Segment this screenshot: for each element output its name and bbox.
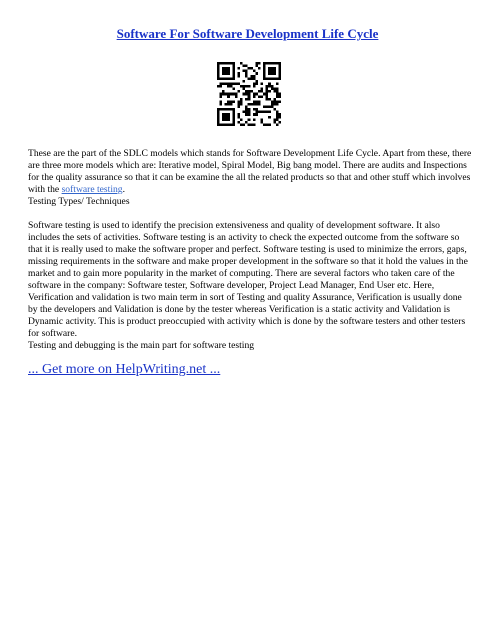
testing-paragraph: Software testing is used to identify the precision extensiveness and quality of development software. It also includes the sets of activities. Software testing is an activity to check the expected outcome from the software so that it is really used to make the software proper and perfect. Software testing is used to minimize the errors, gaps, missing requirements in the software and make proper development in the software so that it hold the values in the market and to gain more popularity in the market of computing. There are several factors who taken care of the software in the company: Software tester, Software developer, Project Lead Manager, End User etc. Here, Verification and validation is two main term in sort of Testing and quality Assurance, Verification is usually done by the developers and Validation is done by the tester whereas Verification is a static activity and Validation is Dynamic activity. This is product preoccupied with activity which is done by the software testers and other testers for software. [28, 220, 468, 339]
closing-line: Testing and debugging is the main part for software testing [28, 340, 255, 351]
software-testing-link[interactable]: software testing [61, 184, 123, 195]
article-body [28, 148, 472, 352]
intro-paragraph [28, 148, 472, 196]
get-more-link[interactable]: ... Get more on HelpWriting.net ... [28, 362, 221, 377]
section-heading: Testing Types/ Techniques [28, 196, 130, 207]
intro-text-end: . [122, 184, 125, 195]
intro-text: These are the part of the SDLC models which stands for Software Development Life Cycle. Apart from these, there are three more models which are: Iterative model, Spiral Model, Big bang model. There are audits and Inspections for the quality assurance so that it can be examine the all the related products so that and other stuff which involves with the [28, 148, 472, 195]
page-title[interactable]: Software For Software Development Life Cycle [116, 26, 379, 41]
qr-code-icon [217, 62, 281, 126]
